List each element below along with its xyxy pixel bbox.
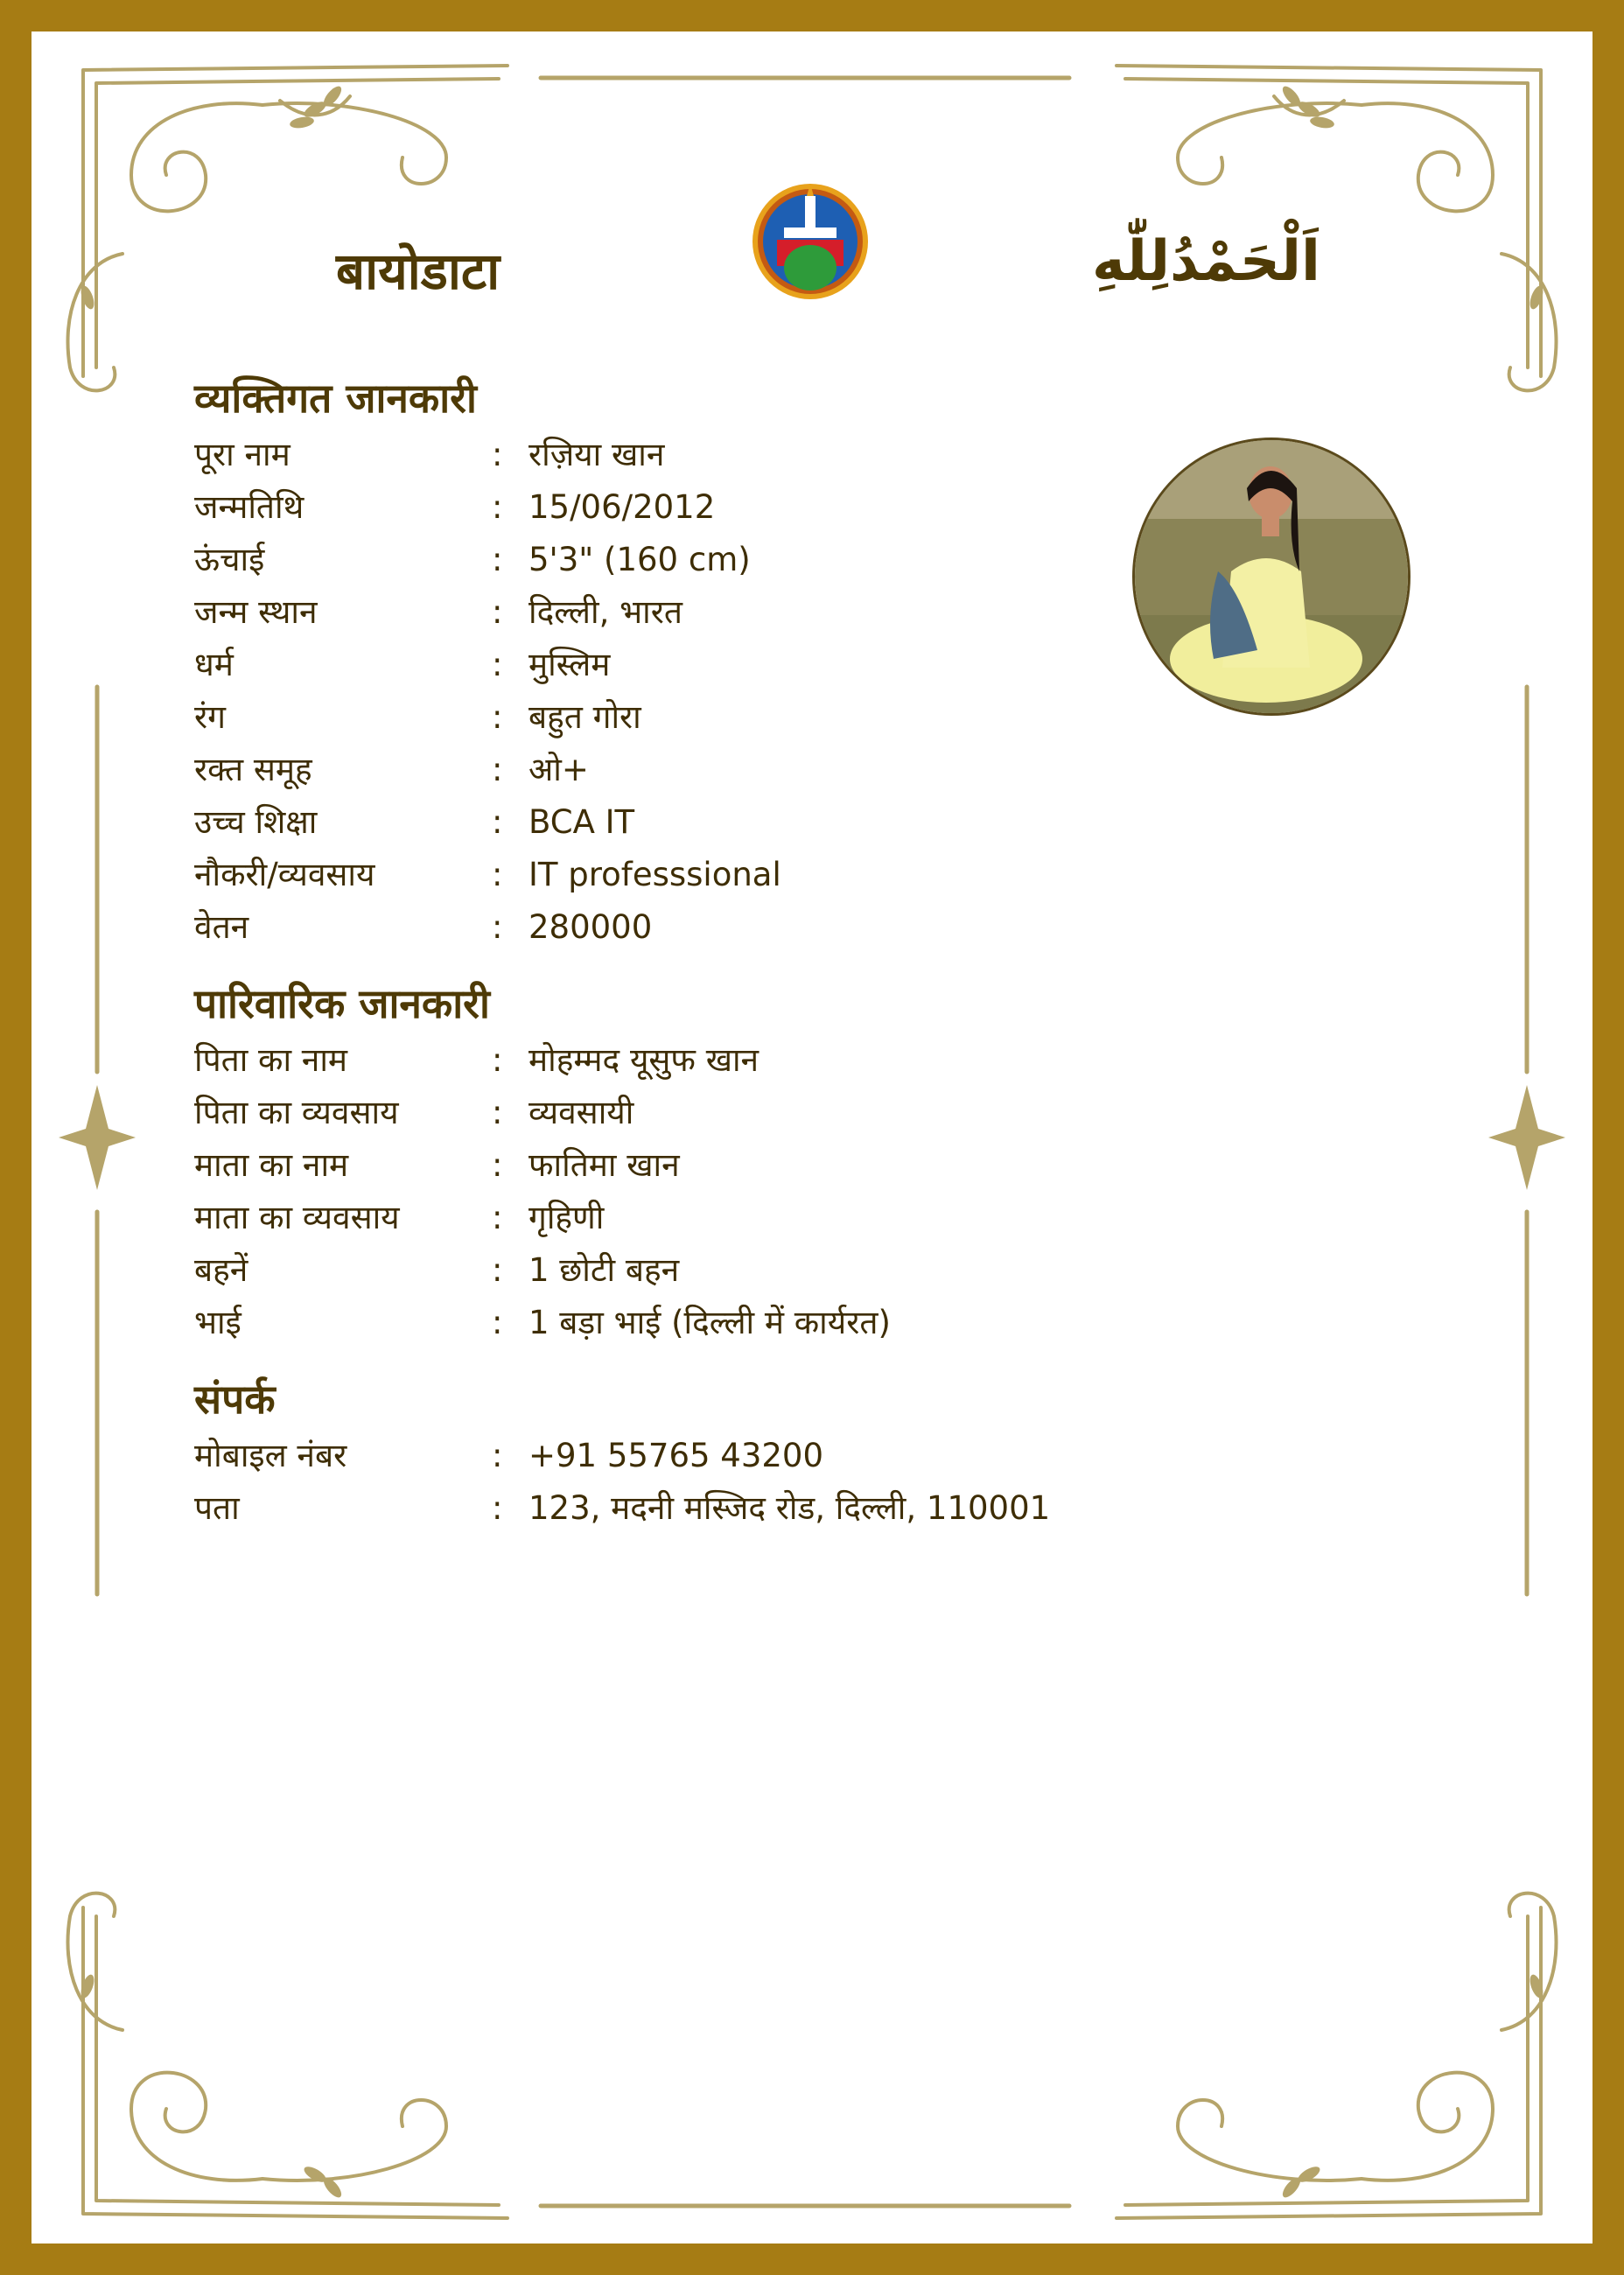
personal-info-section [194,371,1332,954]
field-separator: : [492,1489,503,1527]
personal-row [194,849,1332,901]
field-value: मोहम्मद यूसुफ खान [528,1041,760,1079]
personal-row [194,901,1332,954]
contact-row [194,1430,1332,1482]
field-label: ऊंचाई [194,541,265,578]
field-separator: : [492,698,503,736]
family-row [194,1087,1332,1139]
field-label: नौकरी/व्यवसाय [194,856,375,893]
field-label: बहनें [194,1251,248,1289]
field-value: बहुत गोरा [528,698,641,736]
personal-row [194,429,1332,481]
field-label: रंग [194,698,226,736]
field-label: पिता का नाम [194,1041,348,1079]
document-title: बायोडाटा [336,242,500,301]
field-label: माता का व्यवसाय [194,1199,400,1236]
field-value: व्यवसायी [528,1094,634,1131]
personal-row [194,481,1332,534]
field-separator: : [492,1199,503,1236]
family-row [194,1192,1332,1244]
field-separator: : [492,541,503,578]
field-value: गृहिणी [528,1199,605,1236]
personal-row [194,744,1332,796]
field-value: मुस्लिम [528,646,611,683]
family-row [194,1034,1332,1087]
field-separator: : [492,1251,503,1289]
personal-row [194,639,1332,691]
family-info-heading: पारिवारिक जानकारी [194,980,490,1027]
field-label: माता का नाम [194,1146,349,1184]
personal-row [194,586,1332,639]
field-value: 5'3" (160 cm) [528,541,751,578]
field-label: पूरा नाम [194,436,290,473]
field-label: भाई [194,1304,242,1341]
field-value: 1 बड़ा भाई (दिल्ली में कार्यरत) [528,1304,891,1341]
field-value: 123, मदनी मस्जिद रोड, दिल्ली, 110001 [528,1489,1051,1527]
field-separator: : [492,751,503,788]
family-row [194,1297,1332,1349]
field-value: 15/06/2012 [528,488,716,526]
arabic-heading: اَلْحَمْدُلِلّٰهِ [1092,229,1320,294]
personal-row [194,534,1332,586]
family-info-section [194,976,1332,1349]
field-separator: : [492,1437,503,1474]
field-label: धर्म [194,646,234,683]
personal-row [194,796,1332,849]
personal-row [194,691,1332,744]
field-separator: : [492,1041,503,1079]
personal-info-heading: व्यक्तिगत जानकारी [194,374,477,422]
field-value: IT professsional [528,856,781,893]
field-label: पता [194,1489,240,1527]
field-label: वेतन [194,908,249,946]
field-separator: : [492,436,503,473]
field-value: 280000 [528,908,653,946]
field-separator: : [492,803,503,841]
field-separator: : [492,593,503,631]
contact-heading: संपर्क [194,1376,276,1423]
field-separator: : [492,646,503,683]
field-value: +91 55765 43200 [528,1437,824,1474]
field-separator: : [492,1094,503,1131]
family-row [194,1139,1332,1192]
family-row [194,1244,1332,1297]
field-label: पिता का व्यवसाय [194,1094,399,1131]
field-value: ओ+ [528,751,589,788]
field-value: रज़िया खान [528,436,665,473]
field-separator: : [492,856,503,893]
dome-emblem-icon [751,178,870,301]
field-separator: : [492,908,503,946]
field-separator: : [492,488,503,526]
field-value: फातिमा खान [528,1146,680,1184]
field-label: उच्च शिक्षा [194,803,318,841]
field-separator: : [492,1304,503,1341]
field-label: रक्त समूह [194,751,312,788]
field-label: जन्म स्थान [194,593,318,631]
field-value: दिल्ली, भारत [528,593,682,631]
field-separator: : [492,1146,503,1184]
contact-row [194,1482,1332,1535]
field-label: जन्मतिथि [194,488,304,526]
contact-section [194,1372,1332,1535]
field-label: मोबाइल नंबर [194,1437,347,1474]
field-value: 1 छोटी बहन [528,1251,680,1289]
field-value: BCA IT [528,803,635,841]
